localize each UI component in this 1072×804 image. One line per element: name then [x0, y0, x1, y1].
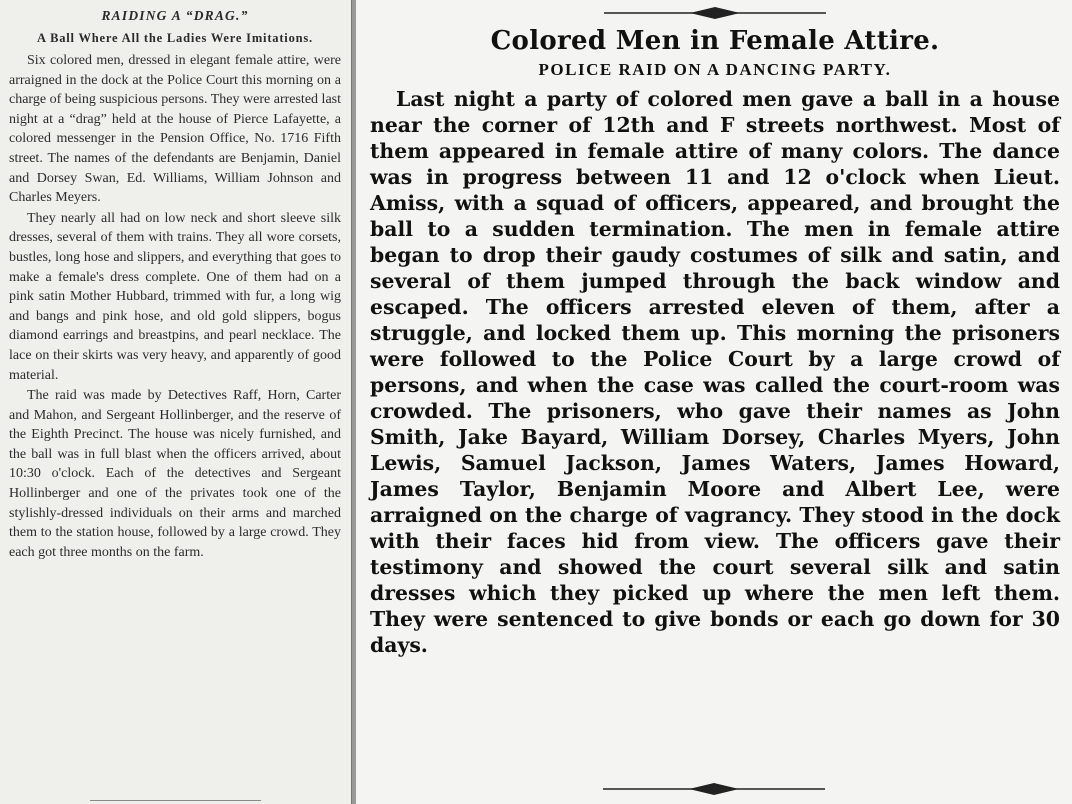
- left-subheadline: A Ball Where All the Ladies Were Imitations.: [37, 31, 313, 45]
- right-paragraph: Last night a party of colored men gave a ball in a house near the corner of 12th and F streets northwest. Most of them appeared in female attire of many colors. The dance was in progress between 11 and 12 o'clock when Lieut. Amiss, with a squad of officers, appeared, and brought the ball to a sudden termination. The men in female attire began to drop their gaudy costumes of silk and satin, and several of them jumped through the back window and escaped. The officers arrested eleven of them, after a struggle, and locked them up. This morning the prisoners were followed to the Police Court by a large crowd of persons, and when the case was called the court-room was crowded. The prisoners, who gave their names as John Smith, Jake Bayard, William Dorsey, Charles Myers, John Lewis, Samuel Jackson, James Waters, James Howard, James Taylor, Benjamin Moore and Albert Lee, were arraigned on the charge of vagrancy. They stood in the dock with their faces hid from view. The officers gave their testimony and showed the court several silk and satin dresses which they picked up where the men left them. They were sentenced to give bonds or each go down for 30 days.: [370, 87, 1060, 657]
- bottom-ornament-rule: [599, 780, 829, 798]
- right-article-body: [370, 86, 1060, 658]
- left-paragraph: The raid was made by Detectives Raff, Horn, Carter and Mahon, and Sergeant Hollinberger, and the reserve of the Eighth Precinct. The house was nicely furnished, and the ball was in full blast when the officers arrived, about 10:30 o'clock. Each of the detectives and Sergeant Hollinberger and one of the privates took one of the stylishly-dressed individuals on their arms and marched them to the station house, followed by a large crowd. They each got three months on the farm.: [9, 388, 341, 560]
- left-newspaper-column: [0, 0, 352, 804]
- right-subheadline: POLICE RAID ON A DANCING PARTY.: [538, 60, 892, 79]
- left-paragraph: Six colored men, dressed in elegant female attire, were arraigned in the dock at the Police Court this morning on a charge of being suspicious persons. They were arrested last night at a “drag” held at the house of Pierce Lafayette, a colored messenger in the Pension Office, No. 1716 Fifth street. The names of the defendants are Benjamin, Daniel and Dorsey Swan, Ed. Williams, William Johnson and Charles Meyers.: [9, 53, 341, 206]
- left-headline: RAIDING A “DRAG.”: [101, 8, 249, 23]
- bottom-ornament-wrap: [356, 780, 1072, 798]
- top-ornament-rule: [600, 4, 830, 22]
- left-paragraph: They nearly all had on low neck and short sleeve silk dresses, several of them with trains. They all wore corsets, bustles, long hose and slippers, and everything that goes to make a female's dress complete. One of them had on a pink satin Mother Hubbard, trimmed with fur, a long wig and bangs and pink hose, and old gold slippers, bogus diamond earrings and breastpins, and pearl necklace. The lace on their skirts was very heavy, and apparently of good material.: [9, 210, 341, 383]
- left-article-body: [9, 51, 341, 562]
- right-newspaper-column: [356, 0, 1072, 804]
- left-bottom-rule: [90, 800, 261, 801]
- right-headline: Colored Men in Female Attire.: [490, 26, 940, 56]
